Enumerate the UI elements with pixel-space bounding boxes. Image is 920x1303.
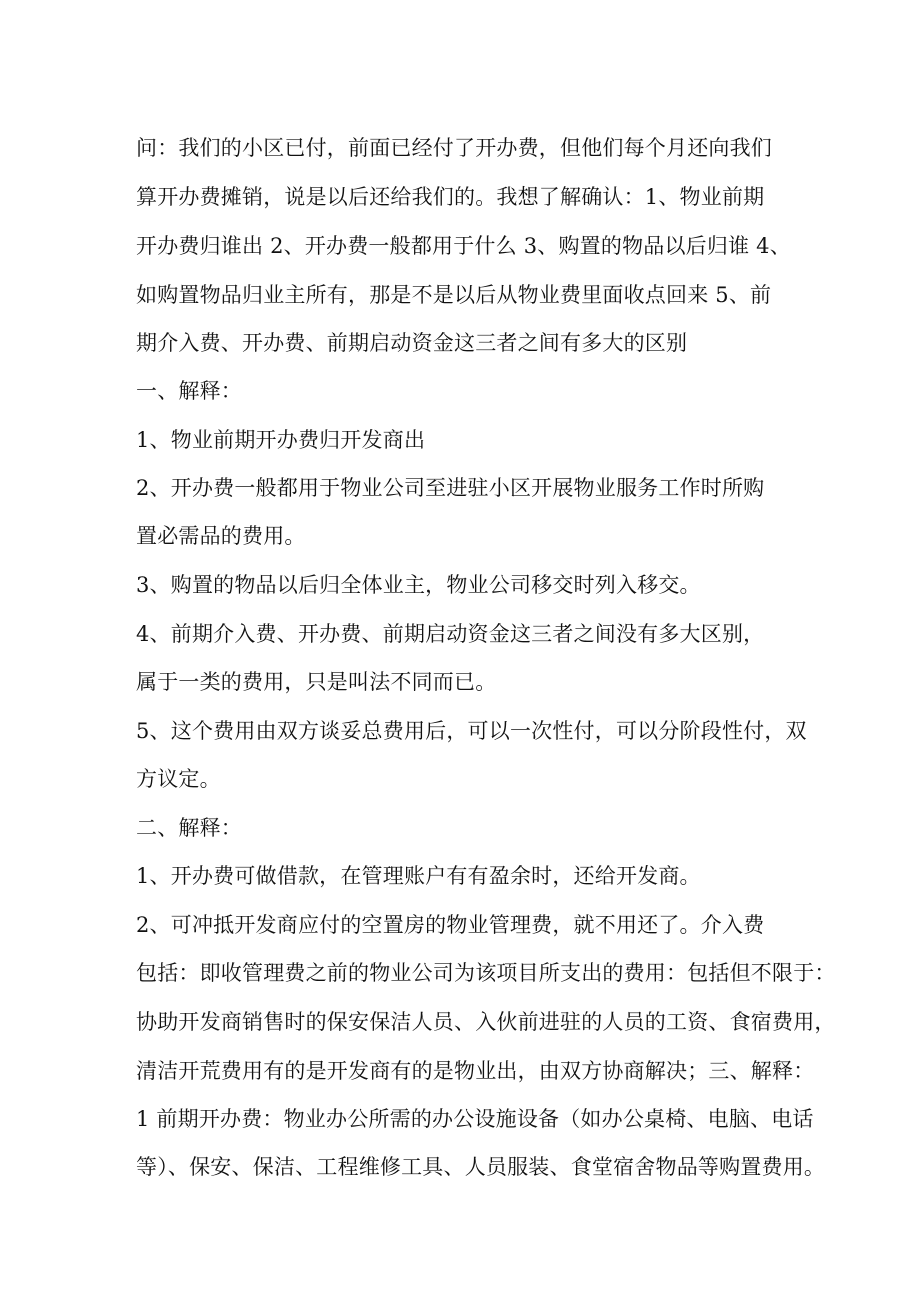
text-line: 3、购置的物品以后归全体业主，物业公司移交时列入移交。	[136, 573, 701, 597]
text-line: 2、开办费一般都用于物业公司至进驻小区开展物业服务工作时所购	[136, 476, 765, 500]
text-line: 清洁开荒费用有的是开发商有的是物业出，由双方协商解决；三、解释：	[136, 1059, 815, 1083]
text-line: 1、开办费可做借款，在管理账户有有盈余时，还给开发商。	[136, 864, 701, 888]
text-line: 算开办费摊销，说是以后还给我们的。我想了解确认：1、物业前期	[136, 185, 765, 209]
text-line: 问：我们的小区已付，前面已经付了开办费，但他们每个月还向我们	[136, 136, 772, 160]
text-line: 协助开发商销售时的保安保洁人员、入伙前进驻的人员的工资、食宿费用，	[136, 1010, 836, 1034]
text-line: 2、可冲抵开发商应付的空置房的物业管理费，就不用还了。介入费	[136, 913, 765, 937]
text-line: 4、前期介入费、开办费、前期启动资金这三者之间没有多大区别，	[136, 622, 765, 646]
text-line: 属于一类的费用，只是叫法不同而已。	[136, 670, 497, 694]
text-line: 期介入费、开办费、前期启动资金这三者之间有多大的区别	[136, 331, 688, 355]
text-line: 1、物业前期开办费归开发商出	[136, 428, 426, 452]
text-line: 置必需品的费用。	[136, 524, 306, 548]
text-line: 5、这个费用由双方谈妥总费用后，可以一次性付，可以分阶段性付，双	[136, 719, 807, 743]
text-line: 等）、保安、保洁、工程维修工具、人员服装、食堂宿舍物品等购置费用。	[136, 1155, 826, 1179]
text-line: 1 前期开办费：物业办公所需的办公设施设备（如办公桌椅、电脑、电话	[136, 1107, 814, 1131]
section-heading: 一、解释：	[136, 379, 242, 403]
text-line: 包括：即收管理费之前的物业公司为该项目所支出的费用：包括但不限于：	[136, 961, 836, 985]
text-line: 开办费归谁出 2、开办费一般都用于什么 3、购置的物品以后归谁 4、	[136, 234, 791, 258]
section-heading: 二、解释：	[136, 816, 242, 840]
text-line: 方议定。	[136, 767, 221, 791]
text-line: 如购置物品归业主所有，那是不是以后从物业费里面收点回来 5、前	[136, 283, 772, 307]
